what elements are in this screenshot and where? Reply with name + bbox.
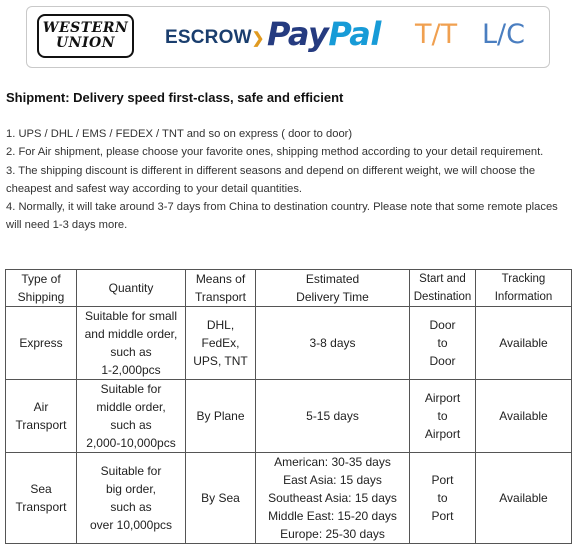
cell-route: Door to Door	[410, 307, 476, 380]
cell-quantity: Suitable for small and middle order, such as 1-2,000pcs	[77, 307, 186, 380]
paypal-logo: PayPal	[267, 15, 381, 53]
table-row	[6, 307, 572, 380]
payment-methods-banner	[26, 6, 550, 68]
note-4: 4. Normally, it will take around 3-7 days from China to destination country. Please note that some remote places will need 1-3 days more.	[6, 201, 558, 232]
lc-logo: L/C	[482, 19, 525, 50]
tt-logo: T/T	[415, 19, 458, 50]
header-quantity: Quantity	[77, 270, 186, 307]
western-union-logo-line1: WESTERN	[42, 20, 129, 36]
shipment-heading: Shipment: Delivery speed first-class, safe and efficient	[6, 90, 344, 105]
cell-tracking: Available	[476, 307, 572, 380]
shipping-table	[5, 269, 572, 544]
cell-quantity: Suitable for big order, such as over 10,000pcs	[77, 453, 186, 544]
cell-route: Airport to Airport	[410, 380, 476, 453]
cell-type: Express	[6, 307, 77, 380]
cell-type: Air Transport	[6, 380, 77, 453]
cell-time: 3-8 days	[256, 307, 410, 380]
cell-time: American: 30-35 days East Asia: 15 days Southeast Asia: 15 days Middle East: 15-20 days Europe: 25-30 days	[256, 453, 410, 544]
header-type: Type of Shipping	[6, 270, 77, 307]
note-3: 3. The shipping discount is different in different seasons and depend on different weight, we will choose the cheapest and safest way according to your detail quantities.	[6, 164, 536, 195]
cell-type: Sea Transport	[6, 453, 77, 544]
header-time: Estimated Delivery Time	[256, 270, 410, 307]
header-tracking: Tracking Information	[476, 270, 572, 307]
cell-means: By Plane	[186, 380, 256, 453]
cell-route: Port to Port	[410, 453, 476, 544]
header-means: Means of Transport	[186, 270, 256, 307]
western-union-logo	[37, 14, 134, 58]
table-header-row	[6, 270, 572, 307]
shipment-notes	[6, 125, 572, 235]
table-row	[6, 380, 572, 453]
note-2: 2. For Air shipment, please choose your favorite ones, shipping method according to your detail requirement.	[6, 146, 544, 159]
table-row	[6, 453, 572, 544]
escrow-logo: ESCROW❯	[165, 27, 265, 48]
western-union-logo-line2: UNION	[55, 35, 116, 51]
cell-time: 5-15 days	[256, 380, 410, 453]
cell-tracking: Available	[476, 453, 572, 544]
cell-means: By Sea	[186, 453, 256, 544]
cell-means: DHL, FedEx, UPS, TNT	[186, 307, 256, 380]
header-route: Start and Destination	[410, 270, 476, 307]
cell-tracking: Available	[476, 380, 572, 453]
cell-quantity: Suitable for middle order, such as 2,000-10,000pcs	[77, 380, 186, 453]
note-1: 1. UPS / DHL / EMS / FEDEX / TNT and so on express ( door to door)	[6, 128, 353, 140]
